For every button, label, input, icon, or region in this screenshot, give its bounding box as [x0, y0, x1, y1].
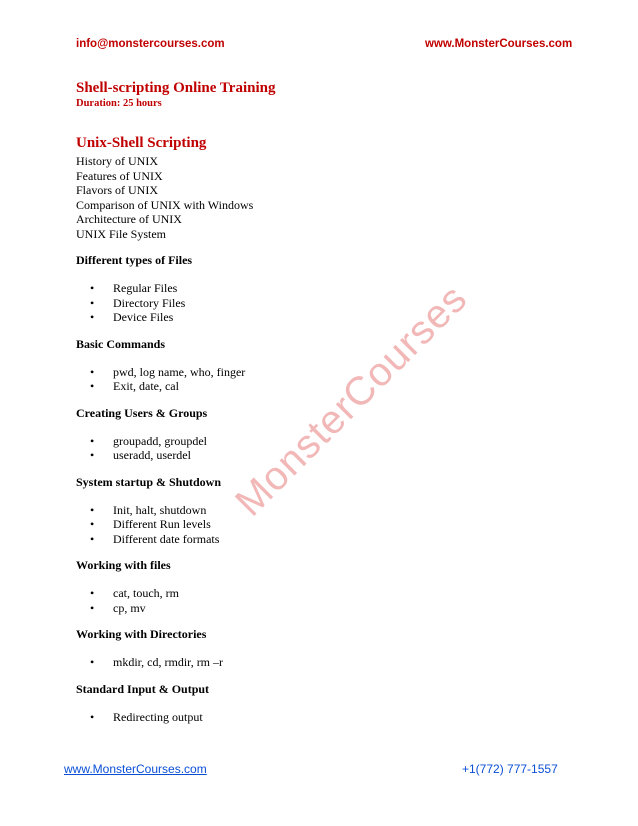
footer-website-link[interactable]: www.MonsterCourses.com	[64, 762, 207, 776]
bullet-item: • useradd, userdel	[76, 448, 566, 463]
watermark-logo: MonsterCourses	[227, 276, 476, 525]
topic-bullet-list	[76, 365, 566, 394]
list-item: Flavors of UNIX	[76, 183, 158, 197]
topic-bullet-list	[76, 655, 566, 670]
bullet-item: • Directory Files	[76, 296, 566, 311]
bullet-item: • mkdir, cd, rmdir, rm –r	[76, 655, 566, 670]
document-body	[76, 80, 566, 724]
bullet-item: • Redirecting output	[76, 710, 566, 725]
topic-bullet-list	[76, 281, 566, 325]
topic-heading: Basic Commands	[76, 336, 166, 351]
list-item: Features of UNIX	[76, 168, 163, 183]
bullet-item: • Exit, date, cal	[76, 379, 566, 394]
topic-bullet-list	[76, 710, 566, 725]
topic-heading: Standard Input & Output	[76, 681, 210, 696]
bullet-item: • Device Files	[76, 310, 566, 325]
bullet-item: • Init, halt, shutdown	[76, 503, 566, 518]
header-email-link[interactable]: info@monstercourses.com	[76, 38, 225, 50]
topic-heading: Different types of Files	[76, 253, 193, 267]
list-item: Architecture of UNIX	[76, 212, 182, 226]
document-title: Shell-scripting Online Training	[76, 80, 276, 96]
document-duration: Duration: 25 hours	[76, 98, 162, 109]
intro-list	[76, 154, 566, 241]
list-item: UNIX File System	[76, 226, 166, 241]
footer-phone-link[interactable]: +1(772) 777-1557	[462, 762, 558, 776]
topic-heading: Working with files	[76, 558, 171, 572]
topic-heading: Working with Directories	[76, 627, 207, 641]
bullet-item: • pwd, log name, who, finger	[76, 365, 566, 380]
section-title: Unix-Shell Scripting	[76, 135, 207, 151]
bullet-item: • Different Run levels	[76, 517, 566, 532]
list-item: History of UNIX	[76, 154, 158, 168]
bullet-item: • cp, mv	[76, 601, 566, 616]
topic-heading: Creating Users & Groups	[76, 405, 208, 420]
bullet-item: • Different date formats	[76, 532, 566, 547]
header-website-link[interactable]: www.MonsterCourses.com	[425, 38, 573, 50]
topic-bullet-list	[76, 434, 566, 463]
topic-bullet-list	[76, 503, 566, 547]
topic-bullet-list	[76, 586, 566, 615]
bullet-item: • Regular Files	[76, 281, 566, 296]
bullet-item: • groupadd, groupdel	[76, 434, 566, 449]
topic-heading: System startup & Shutdown	[76, 474, 222, 489]
list-item: Comparison of UNIX with Windows	[76, 197, 254, 212]
bullet-item: • cat, touch, rm	[76, 586, 566, 601]
